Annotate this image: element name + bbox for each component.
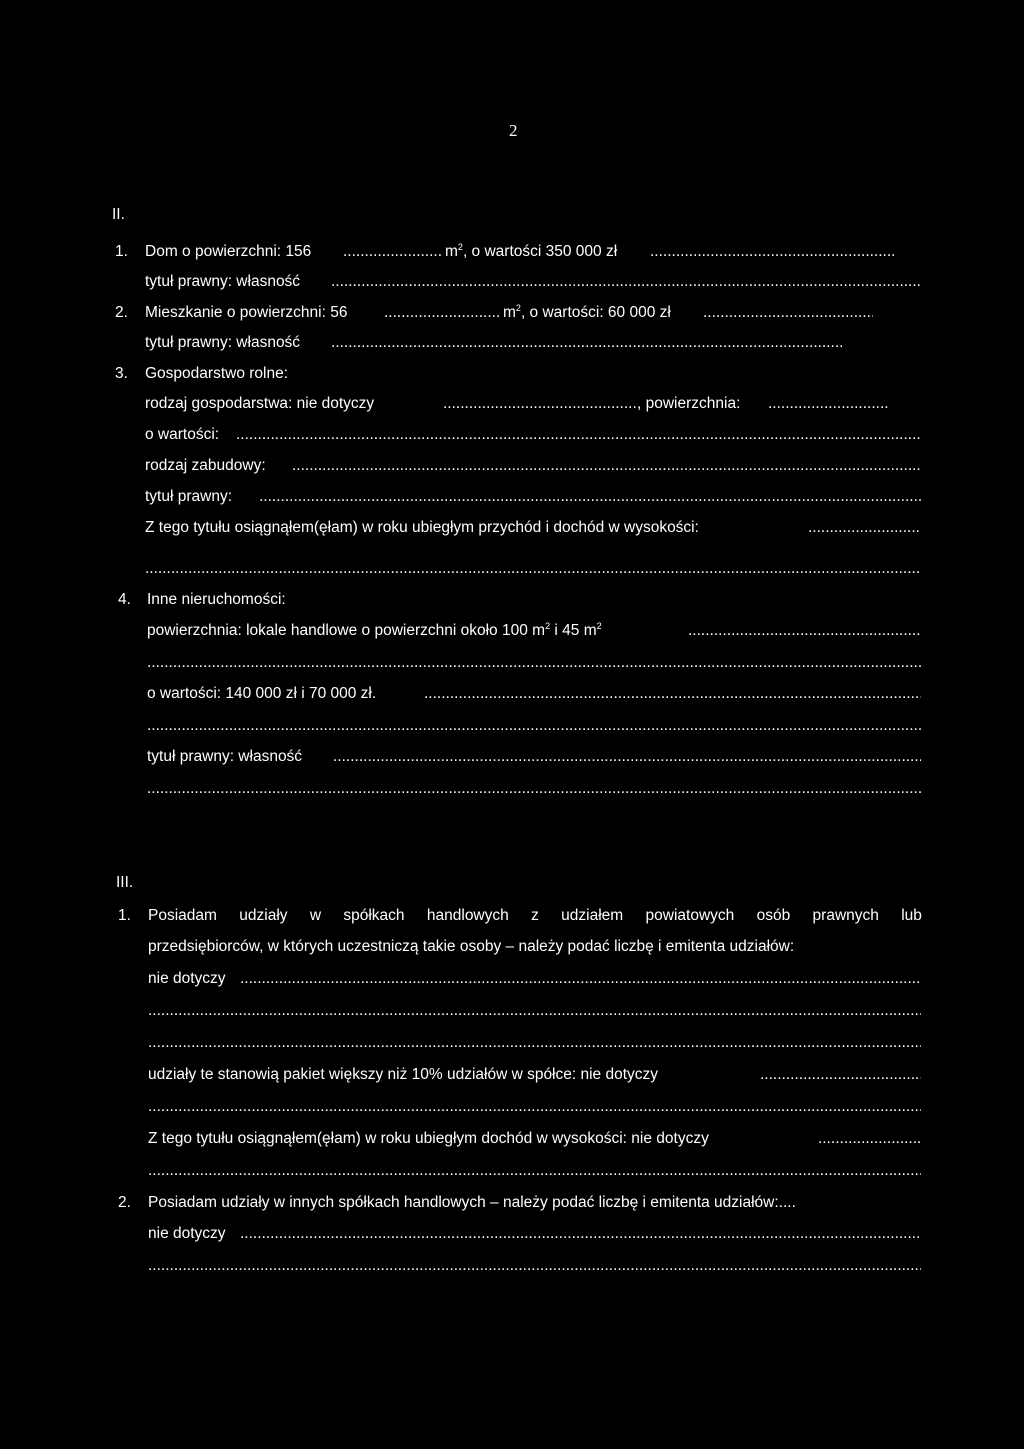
dotted-fill xyxy=(424,684,921,704)
dotted-fill xyxy=(808,518,921,538)
other-property-title: tytuł prawny: własność xyxy=(147,748,303,765)
dotted-fill xyxy=(768,394,890,414)
paragraph-word: udziałem xyxy=(561,907,624,924)
dotted-fill xyxy=(650,242,896,262)
area-text: powierzchnia: lokale handlowe o powierzchni około 100 m xyxy=(147,622,546,639)
dotted-fill xyxy=(343,242,441,262)
page-number: 2 xyxy=(509,121,518,140)
paragraph-word: udziały xyxy=(239,907,288,924)
house-title: tytuł prawny: własność xyxy=(145,273,301,290)
dotted-fill xyxy=(148,1161,921,1181)
item-number: 4. xyxy=(118,591,131,608)
item-number: 1. xyxy=(118,907,131,924)
unit-text: m xyxy=(503,304,516,321)
section-heading-ii: II. xyxy=(112,206,125,223)
other-property-area xyxy=(147,621,602,641)
paragraph-word: powiatowych xyxy=(645,907,735,924)
other-shares-line-2: nie dotyczy xyxy=(148,1225,226,1242)
dotted-fill xyxy=(145,559,921,579)
dotted-fill xyxy=(818,1129,921,1149)
dotted-fill xyxy=(443,394,637,414)
paragraph-word: w xyxy=(309,907,322,924)
farm-buildings: rodzaj zabudowy: xyxy=(145,457,266,474)
farm-area: , powierzchnia: xyxy=(637,395,741,412)
dotted-fill xyxy=(703,303,873,323)
item-number: 2. xyxy=(118,1194,131,1211)
paragraph-word: handlowych xyxy=(426,907,509,924)
unit-superscript: 2 xyxy=(515,303,521,313)
dotted-fill xyxy=(236,425,921,445)
shares-income: Z tego tytułu osiągnąłem(ęłam) w roku ubiegłym dochód w wysokości: nie dotyczy xyxy=(148,1130,709,1147)
unit-text: m xyxy=(445,243,458,260)
dotted-fill xyxy=(147,779,921,799)
shares-paragraph-line-1 xyxy=(148,906,922,926)
dotted-fill xyxy=(331,272,921,292)
dotted-fill xyxy=(331,333,844,353)
dotted-fill xyxy=(148,1256,921,1276)
dotted-fill xyxy=(292,456,921,476)
shares-packet: udziały te stanowią pakiet większy niż 10% udziałów w spółce: nie dotyczy xyxy=(148,1066,659,1083)
unit-superscript: 2 xyxy=(596,621,602,631)
paragraph-word: Posiadam xyxy=(148,907,217,924)
farm-heading: Gospodarstwo rolne: xyxy=(145,365,289,382)
dotted-fill xyxy=(148,1001,921,1021)
flat-title: tytuł prawny: własność xyxy=(145,334,301,351)
paragraph-word: spółkach xyxy=(343,907,405,924)
dotted-fill xyxy=(333,747,921,767)
paragraph-word: lub xyxy=(901,907,922,924)
other-shares-dots: .... xyxy=(778,1194,796,1211)
farm-kind: rodzaj gospodarstwa: nie dotyczy xyxy=(145,395,375,412)
paragraph-word: z xyxy=(531,907,539,924)
dotted-fill xyxy=(259,487,921,507)
shares-paragraph-line-3: nie dotyczy xyxy=(148,970,226,987)
dotted-fill xyxy=(760,1065,921,1085)
item-number: 3. xyxy=(115,365,128,382)
item-number: 2. xyxy=(115,304,128,321)
unit-superscript: 2 xyxy=(545,621,551,631)
dotted-fill xyxy=(148,1097,921,1117)
farm-income: Z tego tytułu osiągnąłem(ęłam) w roku ubiegłym przychód i dochód w wysokości: xyxy=(145,519,699,536)
dotted-fill xyxy=(148,1033,921,1053)
dotted-fill xyxy=(240,969,921,989)
flat-value: , o wartości: 60 000 zł xyxy=(520,304,671,321)
flat-area-label: Mieszkanie o powierzchni: 56 xyxy=(145,304,348,321)
area-text-2: i 45 m xyxy=(554,622,597,639)
other-shares-text: Posiadam udziały w innych spółkach handlowych – należy podać liczbę i emitenta udziałów: xyxy=(148,1194,779,1211)
paragraph-word: prawnych xyxy=(812,907,879,924)
house-value: , o wartości 350 000 zł xyxy=(462,243,618,260)
dotted-fill xyxy=(147,653,921,673)
other-property-heading: Inne nieruchomości: xyxy=(147,591,286,608)
paragraph-word: osób xyxy=(756,907,791,924)
dotted-fill xyxy=(147,716,921,736)
other-shares-line-1 xyxy=(148,1193,796,1213)
item-number: 1. xyxy=(115,243,128,260)
other-property-value: o wartości: 140 000 zł i 70 000 zł. xyxy=(147,685,377,702)
unit-superscript: 2 xyxy=(457,242,463,252)
house-area-unit xyxy=(445,242,617,262)
house-area-label: Dom o powierzchni: 156 xyxy=(145,243,312,260)
section-heading-iii: III. xyxy=(116,874,134,891)
dotted-fill xyxy=(240,1224,921,1244)
dotted-fill xyxy=(384,303,500,323)
farm-value: o wartości: xyxy=(145,426,220,443)
shares-paragraph-line-2: przedsiębiorców, w których uczestniczą takie osoby – należy podać liczbę i emitenta udziałów: xyxy=(148,938,795,955)
flat-area-unit xyxy=(503,303,671,323)
farm-title: tytuł prawny: xyxy=(145,488,233,505)
dotted-fill xyxy=(688,621,921,641)
